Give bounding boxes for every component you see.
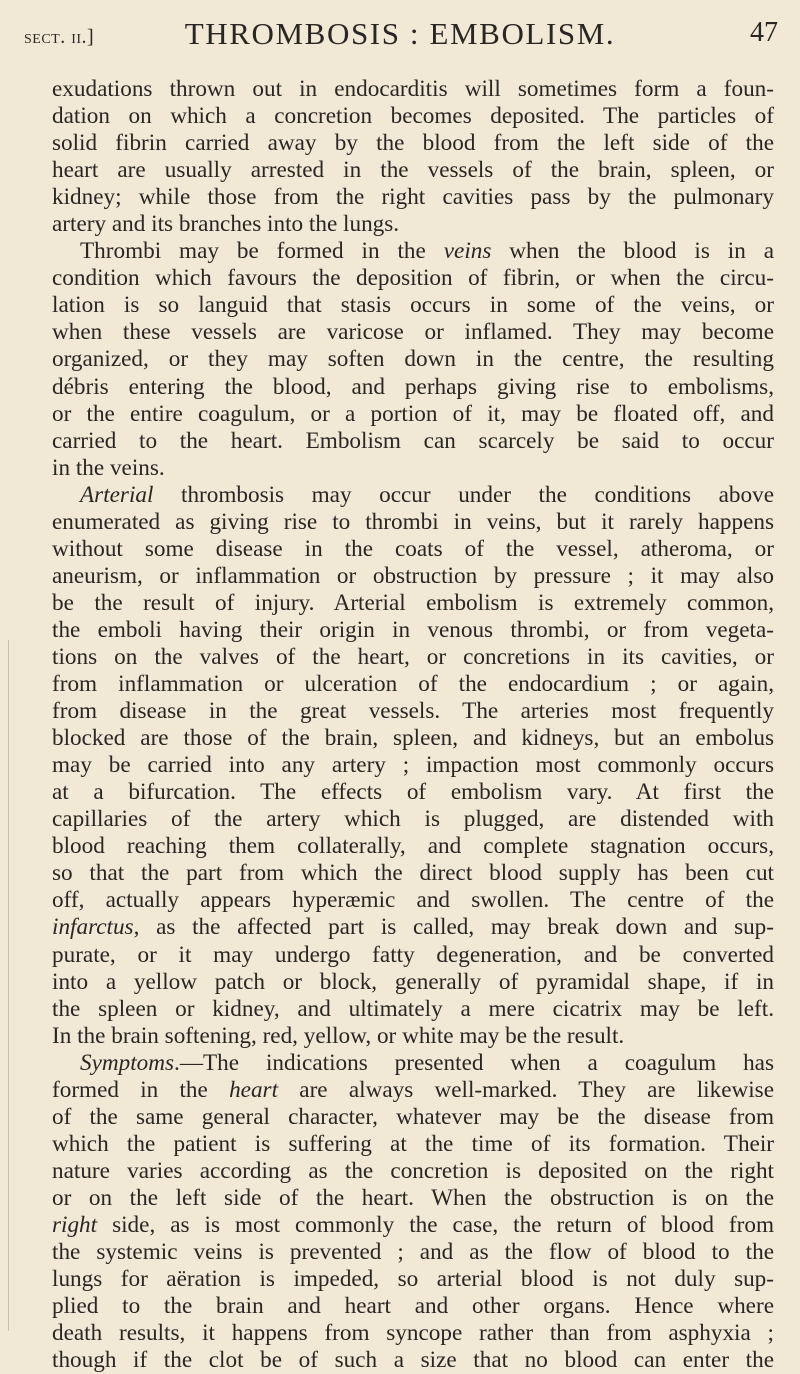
text-line: nature varies according as the concretion is deposited on the right bbox=[52, 1157, 774, 1184]
text-run: when the blood is in a bbox=[491, 238, 774, 265]
text-line: death results, it happens from syncope rather than from asphyxia ; bbox=[52, 1320, 774, 1347]
section-label: sect. ii.] bbox=[24, 26, 95, 48]
text-line: lation is so languid that stasis occurs in some of the veins, or bbox=[52, 292, 774, 319]
text-line: artery and its branches into the lungs. bbox=[52, 211, 400, 238]
italic-term: infarctus bbox=[52, 914, 134, 941]
text-line bbox=[52, 1212, 774, 1239]
text-line: into a yellow patch or block, generally of pyramidal shape, if in bbox=[52, 968, 774, 995]
text-line: or on the left side of the heart. When the obstruction is on the bbox=[52, 1184, 774, 1211]
text-line: kidney; while those from the right cavities pass by the pulmonary bbox=[52, 184, 774, 211]
text-line: without some disease in the coats of the vessel, atheroma, or bbox=[52, 535, 774, 562]
text-line: be the result of injury. Arterial embolism is extremely common, bbox=[52, 589, 774, 616]
text-line bbox=[52, 1050, 774, 1077]
text-line: though if the clot be of such a size that no blood can enter the bbox=[52, 1347, 774, 1374]
italic-term: right bbox=[52, 1211, 98, 1238]
text-line: from inflammation or ulceration of the endocardium ; or again, bbox=[52, 671, 774, 698]
text-line: off, actually appears hyperæmic and swollen. The centre of the bbox=[52, 887, 774, 914]
text-run: .—The indications presented when a coagulum has bbox=[174, 1049, 774, 1076]
text-line: solid fibrin carried away by the blood from the left side of the bbox=[52, 130, 774, 157]
page-edge-rule bbox=[8, 640, 9, 1331]
text-line bbox=[52, 238, 774, 265]
text-line: when these vessels are varicose or inflamed. They may become bbox=[52, 319, 774, 346]
text-line: condition which favours the deposition of fibrin, or when the circu- bbox=[52, 265, 774, 292]
text-line: heart are usually arrested in the vessels of the brain, spleen, or bbox=[52, 157, 774, 184]
text-line: exudations thrown out in endocarditis will sometimes form a foun- bbox=[52, 76, 774, 102]
text-line: blood reaching them collaterally, and complete stagnation occurs, bbox=[52, 833, 774, 860]
text-run: Thrombi may be formed in the bbox=[80, 238, 444, 265]
text-line: the systemic veins is prevented ; and as the flow of blood to the bbox=[52, 1239, 774, 1266]
text-run: side, as is most commonly the case, the return of blood from bbox=[97, 1211, 774, 1238]
text-line: which the patient is suffering at the time of its formation. Their bbox=[52, 1130, 774, 1157]
text-line bbox=[52, 1077, 774, 1104]
text-line: or the entire coagulum, or a portion of it, may be floated off, and bbox=[52, 400, 774, 427]
text-line: at a bifurcation. The effects of embolism vary. At first the bbox=[52, 779, 774, 806]
italic-term: heart bbox=[229, 1076, 279, 1103]
text-line: lungs for aëration is impeded, so arterial blood is not duly sup- bbox=[52, 1266, 774, 1293]
text-line: dation on which a concretion becomes deposited. The particles of bbox=[52, 103, 774, 130]
page-number: 47 bbox=[750, 17, 778, 48]
text-line: plied to the brain and heart and other organs. Hence where bbox=[52, 1293, 774, 1320]
text-line: in the veins. bbox=[52, 454, 165, 481]
italic-term: Arterial bbox=[80, 481, 154, 508]
text-line: débris entering the blood, and perhaps giving rise to embolisms, bbox=[52, 373, 774, 400]
text-line: tions on the valves of the heart, or concretions in its cavities, or bbox=[52, 643, 774, 670]
page-title: THROMBOSIS : EMBOLISM. bbox=[184, 16, 616, 51]
text-line bbox=[52, 482, 774, 509]
text-line: capillaries of the artery which is plugged, are distended with bbox=[52, 806, 774, 833]
text-run: are always well-marked. They are likewise bbox=[278, 1076, 774, 1103]
text-run: , as the affected part is called, may break down and sup- bbox=[133, 914, 774, 941]
text-line: the spleen or kidney, and ultimately a mere cicatrix may be left. bbox=[52, 995, 774, 1022]
text-line: may be carried into any artery ; impaction most commonly occurs bbox=[52, 752, 774, 779]
text-line: the emboli having their origin in venous thrombi, or from vegeta- bbox=[52, 616, 774, 643]
text-line bbox=[52, 914, 774, 941]
text-run: thrombosis may occur under the conditions above bbox=[153, 481, 774, 508]
text-line: carried to the heart. Embolism can scarcely be said to occur bbox=[52, 427, 774, 454]
text-line: so that the part from which the direct blood supply has been cut bbox=[52, 860, 774, 887]
running-header bbox=[0, 16, 800, 60]
text-line: enumerated as giving rise to thrombi in veins, but it rarely happens bbox=[52, 508, 774, 535]
italic-term: Symptoms bbox=[80, 1049, 175, 1076]
text-line: In the brain softening, red, yellow, or white may be the result. bbox=[52, 1022, 625, 1049]
text-line: aneurism, or inflammation or obstruction by pressure ; it may also bbox=[52, 562, 774, 589]
text-line: purate, or it may undergo fatty degeneration, and be converted bbox=[52, 941, 774, 968]
text-line: of the same general character, whatever may be the disease from bbox=[52, 1103, 774, 1130]
text-run: formed in the bbox=[52, 1076, 230, 1103]
text-line: blocked are those of the brain, spleen, and kidneys, but an embolus bbox=[52, 725, 774, 752]
text-line: organized, or they may soften down in the centre, the resulting bbox=[52, 346, 774, 373]
body-text bbox=[52, 76, 774, 1374]
italic-term: veins bbox=[443, 238, 492, 265]
text-line: from disease in the great vessels. The arteries most frequently bbox=[52, 698, 774, 725]
